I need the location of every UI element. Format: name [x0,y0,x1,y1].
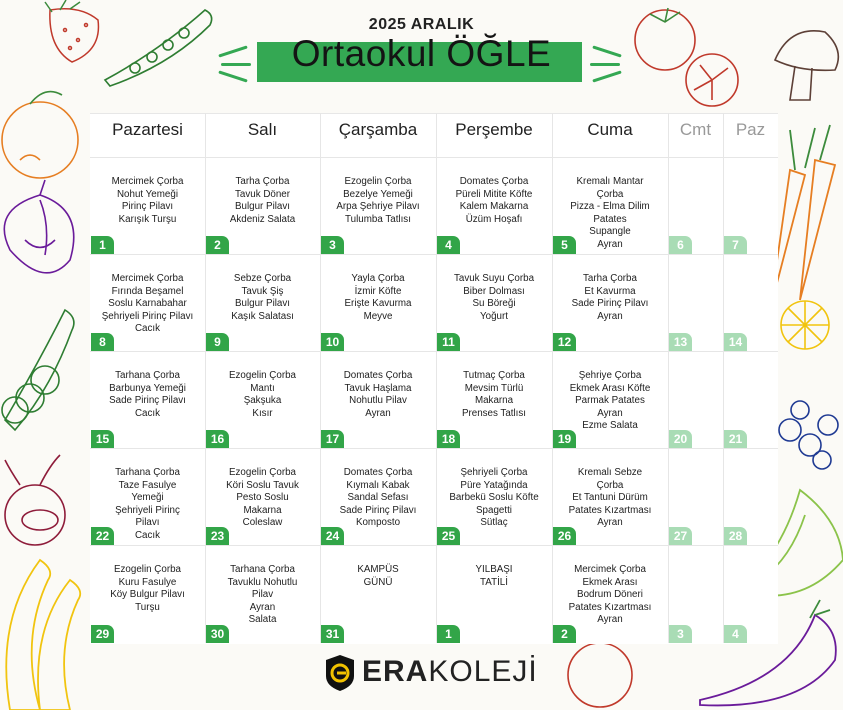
date-badge: 18 [437,430,460,448]
menu-item: Bezelye Yemeği [343,188,413,200]
menu-item: Taze Fasulye [118,479,177,491]
date-badge: 8 [91,333,114,351]
menu-item: Arpa Şehriye Pilavı [336,201,420,212]
menu-item: Kuru Fasulye [118,576,177,588]
day-header: Pazartesi [112,120,183,139]
menu-item: Bulgur Pilavı [235,201,290,212]
menu-item: KAMPÜS [357,564,399,575]
month-year-label: 2025 ARALIK [368,16,475,33]
menu-item: Tavuk Döner [235,188,290,200]
grid-row-line [90,448,778,449]
menu-item: Tutmaç Çorba [463,370,525,381]
menu-item: Turşu [135,601,160,613]
date-badge: 12 [553,333,576,351]
date-badge: 2 [553,625,576,643]
menu-item: YILBAŞI [475,564,513,575]
menu-item: Şehriye Çorba [578,370,642,381]
date-badge: 2 [206,236,229,254]
day-menu-cell [320,370,436,420]
era-shield-logo-icon [325,654,355,692]
grid-column-line [723,113,724,643]
menu-item: Soslu Karnabahar [108,298,187,309]
grid-row-line [90,254,778,255]
day-menu-cell [205,273,320,323]
date-badge: 29 [91,625,114,643]
menu-item: Domates Çorba [459,176,529,187]
beet-icon [5,455,65,545]
day-menu-cell [205,176,320,226]
date-badge: 11 [437,333,460,351]
grid-column-line [668,113,669,643]
date-badge: 17 [321,430,344,448]
date-badge: 26 [553,527,576,545]
menu-item: Şakşuka [243,395,282,406]
grid-row-line [90,545,778,546]
date-badge: 4 [437,236,460,254]
menu-item: Makarna [474,395,514,406]
menu-item: Ayran [597,238,623,250]
menu-item: Pesto Soslu [236,492,289,503]
day-header: Salı [247,120,278,139]
brand-name [362,655,538,689]
day-menu-cell [436,564,552,589]
menu-item: Ezogelin Çorba [114,564,181,575]
menu-item: Mercimek Çorba [574,564,646,575]
menu-item: Cacık [134,407,161,419]
menu-item: Meyve [363,310,393,322]
day-menu-cell [320,176,436,226]
menu-item: Ezogelin Çorba [229,467,296,478]
menu-item: Kalem Makarna [459,201,529,212]
menu-item: Ayran [365,407,391,419]
date-badge: 4 [724,625,747,643]
day-menu-cell [90,273,205,336]
menu-item: Domates Çorba [343,370,413,381]
menu-item: Tarhana Çorba [115,370,180,381]
menu-item: İzmir Köfte [354,285,402,297]
menu-item: Spagetti [476,504,512,516]
menu-item: Tarha Çorba [235,176,290,187]
day-menu-cell [436,467,552,530]
menu-item: Mantı [250,382,275,394]
blueberries-icon [779,401,838,469]
day-menu-cell [320,273,436,323]
menu-item: Tavuk Suyu Çorba [453,273,535,284]
menu-item: Tavuklu Nohutlu [227,576,298,588]
menu-item: Kıymalı Kabak [346,479,410,491]
menu-item: Akdeniz Salata [229,213,296,225]
menu-item: Supangle [589,226,631,237]
menu-item: Patates [593,213,627,225]
date-badge: 30 [206,625,229,643]
menu-item: Ayran [597,310,623,322]
menu-item: Üzüm Hoşafı [465,213,523,225]
menu-item: Bodrum Döneri [577,589,643,600]
menu-item: Pilav [251,589,274,600]
date-badge: 24 [321,527,344,545]
menu-item: Barbekü Soslu Köfte [449,492,539,503]
date-badge: 20 [669,430,692,448]
day-menu-cell [320,564,436,589]
menu-item: Ekmek Arası [582,576,638,588]
day-header: Çarşamba [338,120,418,139]
menu-item: Parmak Patates [575,395,645,406]
menu-item: Mercimek Çorba [111,176,184,187]
date-badge: 21 [724,430,747,448]
day-menu-cell [552,370,668,433]
menu-item: Pirinç Pilavı [121,201,174,212]
menu-item: Yoğurt [480,310,508,322]
date-badge: 16 [206,430,229,448]
day-header: Perşembe [455,120,533,139]
menu-item: Nohut Yemeği [116,188,178,200]
date-badge: 22 [91,527,114,545]
menu-item: Sandal Sefası [347,492,409,503]
day-menu-cell [436,176,552,226]
menu-item: Tavuk Şiş [241,285,284,297]
brand-name-rest: KOLEJİ [428,655,538,688]
date-badge: 28 [724,527,747,545]
date-badge: 31 [321,625,344,643]
menu-item: GÜNÜ [363,576,393,588]
menu-item: Yayla Çorba [351,273,405,284]
brand-name-bold: ERA [362,655,429,688]
menu-item: Pilavı [135,517,160,528]
menu-item: Bulgur Pilavı [235,298,290,309]
day-menu-cell [552,564,668,627]
menu-item: Biber Dolması [463,285,525,297]
date-badge: 6 [669,236,692,254]
date-badge: 7 [724,236,747,254]
menu-item: Et Kavurma [584,285,636,297]
page-title: Ortaokul ÖĞLE [291,33,552,74]
day-menu-cell [205,370,320,420]
day-header: Cuma [587,120,633,139]
menu-item: Sade Pirinç Pilavı [339,504,417,516]
day-menu-cell [436,273,552,323]
menu-item: Patates Kızartması [568,504,652,516]
zucchini-icon [2,310,74,430]
menu-item: Ezogelin Çorba [229,370,296,381]
menu-item: Cacık [134,529,161,541]
menu-item: Ayran [249,601,276,613]
banana-icon [6,560,80,710]
menu-item: Erişte Kavurma [344,298,412,309]
menu-item: Kısır [252,407,273,419]
grid-row-line [90,351,778,352]
date-badge: 14 [724,333,747,351]
menu-item: Şehriyeli Çorba [460,467,528,478]
menu-item: Salata [248,614,277,625]
menu-item: Barbunya Yemeği [109,382,186,394]
date-badge: 10 [321,333,344,351]
menu-item: Sebze Çorba [233,273,292,284]
day-menu-cell [205,467,320,530]
menu-item: Çorba [596,188,624,200]
day-menu-cell [90,564,205,614]
menu-item: Makarna [243,504,282,516]
day-header: Cmt [679,120,712,139]
date-badge: 3 [321,236,344,254]
grid-row-line [90,157,778,158]
menu-item: Nohutlu Pilav [349,395,407,406]
menu-item: Sade Pirinç Pilavı [571,298,649,309]
day-menu-cell [552,467,668,530]
date-badge: 3 [669,625,692,643]
menu-item: Tulumba Tatlısı [345,213,411,225]
menu-item: Püre Yatağında [460,479,528,491]
menu-item: Ezogelin Çorba [344,176,412,187]
menu-item: Karışık Turşu [118,213,177,225]
menu-item: Ezme Salata [582,420,638,431]
day-menu-cell [320,467,436,530]
menu-item: Tarhana Çorba [115,467,180,478]
menu-item: Şehriyeli Pirinç Pilavı [101,310,194,322]
date-badge: 23 [206,527,229,545]
day-menu-cell [205,564,320,627]
menu-item: Mercimek Çorba [111,273,184,284]
menu-item: Kremalı Mantar [576,176,644,187]
menu-item: Ayran [597,517,623,528]
menu-item: Ekmek Arası Köfte [569,382,651,394]
day-menu-cell [436,370,552,420]
menu-item: Cacık [134,323,161,334]
menu-item: Köri Soslu Tavuk [226,479,299,491]
menu-item: Kaşık Salatası [231,310,294,322]
menu-item: Sütlaç [480,517,508,528]
menu-item: Su Böreği [472,298,516,309]
date-badge: 19 [553,430,576,448]
menu-item: Köy Bulgur Pilavı [110,589,185,600]
menu-item: Ayran [597,407,623,419]
lemon-icon [781,301,829,349]
menu-item: Tarhana Çorba [230,564,295,575]
date-badge: 9 [206,333,229,351]
date-badge: 27 [669,527,692,545]
menu-item: Fırında Beşamel [111,285,184,297]
orange-icon [2,92,78,178]
menu-item: Sade Pirinç Pilavı [109,395,186,406]
date-badge: 13 [669,333,692,351]
menu-item: Püreli Mitite Köfte [455,188,533,200]
menu-item: Şehriyeli Pirinç [115,504,180,516]
menu-item: Komposto [355,517,401,528]
menu-item: Pizza - Elma Dilim [570,201,650,212]
menu-item: Domates Çorba [343,467,413,478]
menu-item: TATİLİ [480,576,508,588]
menu-item: Prenses Tatlısı [461,407,527,419]
menu-item: Patates Kızartması [568,601,652,613]
day-menu-cell [552,273,668,323]
menu-item: Tavuk Haşlama [344,382,412,394]
day-menu-cell [90,370,205,420]
day-menu-cell [90,176,205,226]
date-badge: 1 [91,236,114,254]
onion-icon [4,180,73,273]
date-badge: 15 [91,430,114,448]
date-badge: 5 [553,236,576,254]
menu-item: Mevsim Türlü [464,382,524,394]
menu-item: Yemeği [131,492,164,503]
menu-item: Tarha Çorba [583,273,637,284]
date-badge: 1 [437,625,460,643]
menu-item: Coleslaw [242,517,283,528]
day-header: Paz [735,120,766,139]
menu-item: Çorba [596,479,624,491]
menu-item: Kremalı Sebze [577,467,643,478]
menu-item: Ayran [597,614,623,625]
menu-item: Et Tantuni Dürüm [572,492,648,503]
carrot-icon [770,125,835,310]
date-badge: 25 [437,527,460,545]
